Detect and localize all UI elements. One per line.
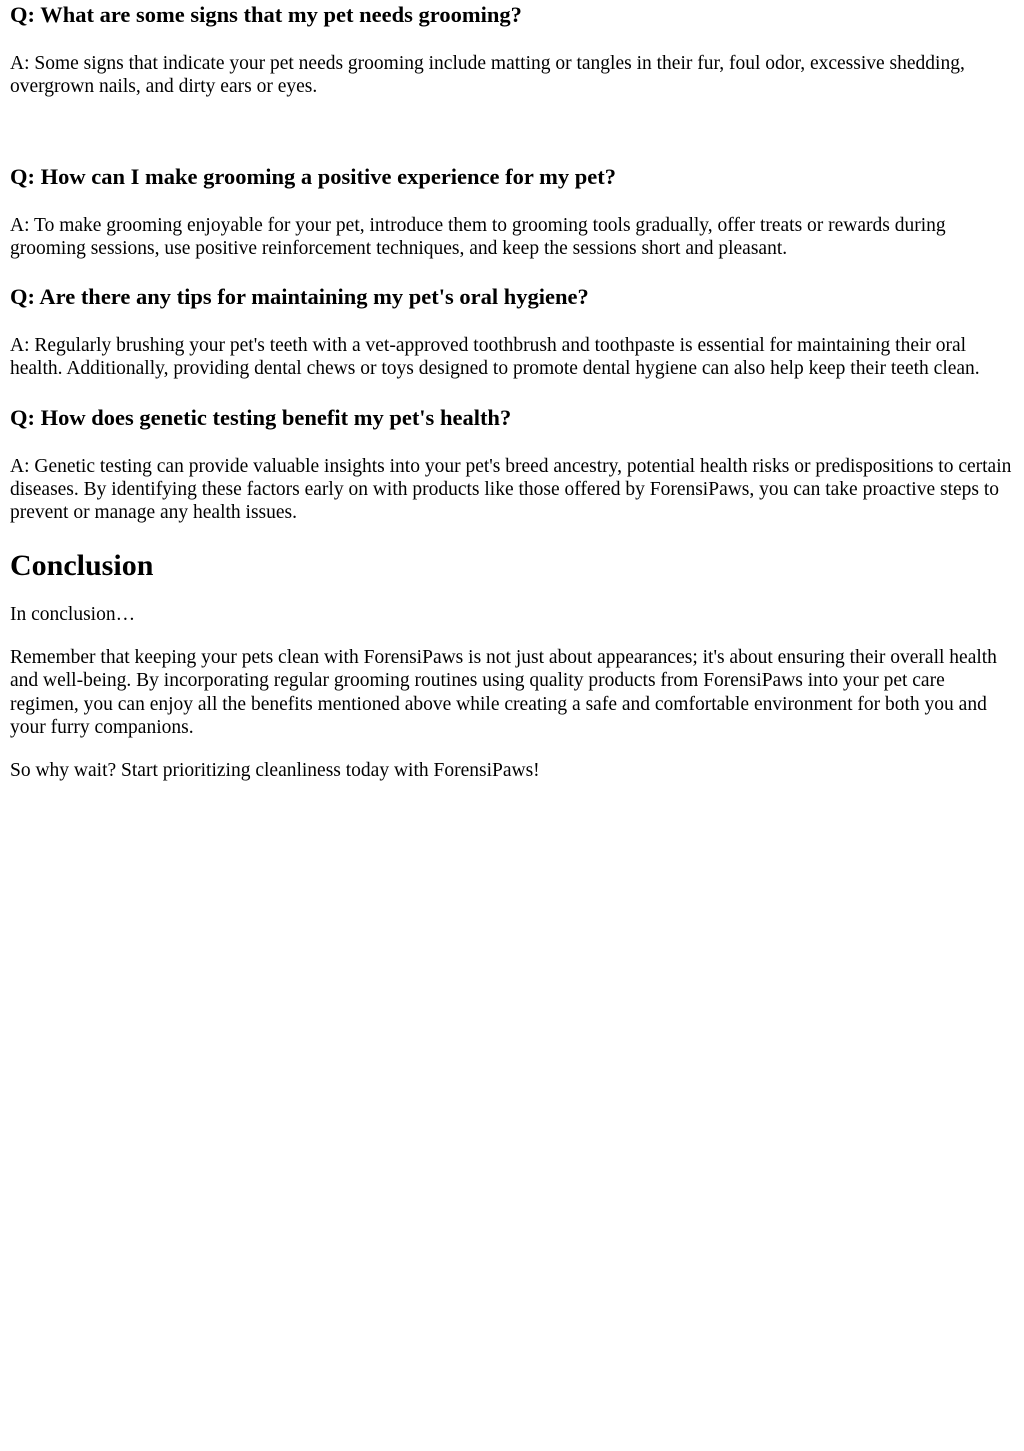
faq-question-1: Q: What are some signs that my pet needs grooming? xyxy=(10,2,522,27)
article-content xyxy=(0,2,1024,782)
faq-question-4: Q: How does genetic testing benefit my pet's health? xyxy=(10,404,512,430)
faq-question-3: Q: Are there any tips for maintaining my pet's oral hygiene? xyxy=(10,284,589,310)
faq-question-2: Q: How can I make grooming a positive experience for my pet? xyxy=(10,163,616,189)
faq-answer-2: A: To make grooming enjoyable for your pet, introduce them to grooming tools gradually, offer treats or rewards during grooming sessions, use positive reinforcement techniques, and keep the sessions short and pleasant. xyxy=(10,214,946,259)
faq-answer-1: A: Some signs that indicate your pet needs grooming include matting or tangles in their fur, foul odor, excessive shedding, overgrown nails, and dirty ears or eyes. xyxy=(10,53,965,98)
faq-answer-3: A: Regularly brushing your pet's teeth with a vet-approved toothbrush and toothpaste is essential for maintaining their oral health. Additionally, providing dental chews or toys designed to promote dental hygiene can also help keep their teeth clean. xyxy=(10,335,980,380)
conclusion-paragraph-3: So why wait? Start prioritizing cleanliness today with ForensiPaws! xyxy=(10,760,540,782)
faq-answer-4: A: Genetic testing can provide valuable insights into your pet's breed ancestry, potential health risks or predispositions to certain diseases. By identifying these factors early on with products like those offered by ForensiPaws, you can take proactive steps to prevent or manage any health issues. xyxy=(10,455,1012,524)
conclusion-paragraph-1: In conclusion… xyxy=(10,603,136,625)
conclusion-heading: Conclusion xyxy=(10,548,154,582)
conclusion-paragraph-2: Remember that keeping your pets clean with ForensiPaws is not just about appearances; it's about ensuring their overall health and well-being. By incorporating regular grooming routines using quality products from ForensiPaws into your pet care regimen, you can enjoy all the benefits mentioned above while creating a safe and comfortable environment for both you and your furry companions. xyxy=(10,646,997,738)
